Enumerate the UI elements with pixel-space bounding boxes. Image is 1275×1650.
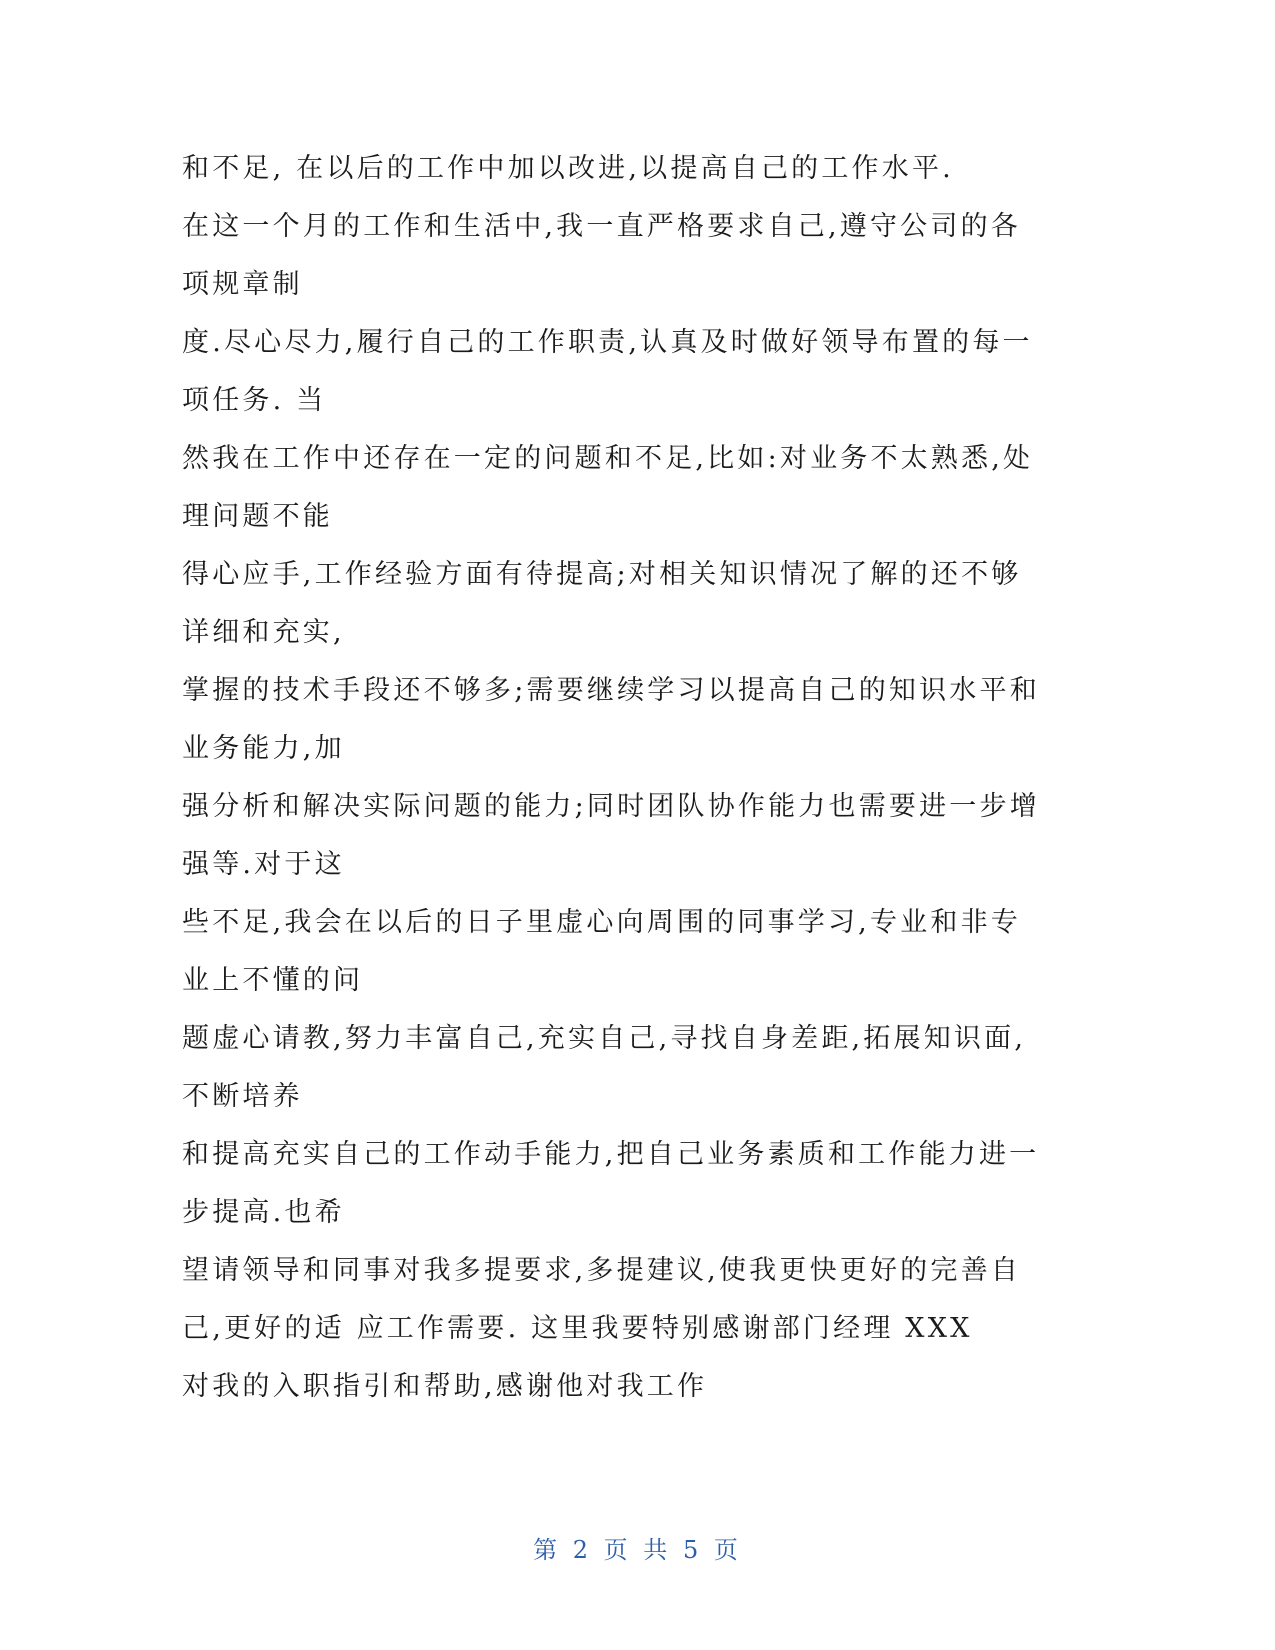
- text-line: 得心应手,工作经验方面有待提高;对相关知识情况了解的还不够: [182, 559, 1022, 590]
- text-line: 业上不懂的问: [182, 965, 364, 996]
- text-line: 在这一个月的工作和生活中,我一直严格要求自己,遵守公司的各: [182, 211, 1021, 242]
- text-line: 掌握的技术手段还不够多;需要继续学习以提高自己的知识水平和: [182, 675, 1040, 706]
- text-line: 业务能力,加: [182, 733, 345, 764]
- text-line: 不断培养: [182, 1081, 303, 1112]
- text-line: 详细和充实,: [182, 617, 345, 648]
- text-line: 己,更好的适 应工作需要. 这里我要特别感谢部门经理 XXX: [182, 1313, 973, 1344]
- text-line: 强分析和解决实际问题的能力;同时团队协作能力也需要进一步增: [182, 791, 1040, 822]
- text-line: 然我在工作中还存在一定的问题和不足,比如:对业务不太熟悉,处: [182, 443, 1034, 474]
- text-line: 步提高.也希: [182, 1197, 345, 1228]
- text-line: 理问题不能: [182, 501, 333, 532]
- text-line: 项任务. 当: [182, 385, 327, 416]
- text-line: 和不足, 在以后的工作中加以改进,以提高自己的工作水平.: [182, 153, 954, 184]
- text-line: 题虚心请教,努力丰富自己,充实自己,寻找自身差距,拓展知识面,: [182, 1023, 1027, 1054]
- text-line: 项规章制: [182, 269, 303, 300]
- document-body: [182, 140, 1062, 1416]
- text-line: 度.尽心尽力,履行自己的工作职责,认真及时做好领导布置的每一: [182, 327, 1033, 358]
- page-number-footer: 第 2 页 共 5 页: [533, 1536, 742, 1564]
- text-line: 些不足,我会在以后的日子里虚心向周围的同事学习,专业和非专: [182, 907, 1021, 938]
- text-line: 对我的入职指引和帮助,感谢他对我工作: [182, 1371, 708, 1402]
- text-line: 强等.对于这: [182, 849, 345, 880]
- text-line: 和提高充实自己的工作动手能力,把自己业务素质和工作能力进一: [182, 1139, 1040, 1170]
- text-line: 望请领导和同事对我多提要求,多提建议,使我更快更好的完善自: [182, 1255, 1021, 1286]
